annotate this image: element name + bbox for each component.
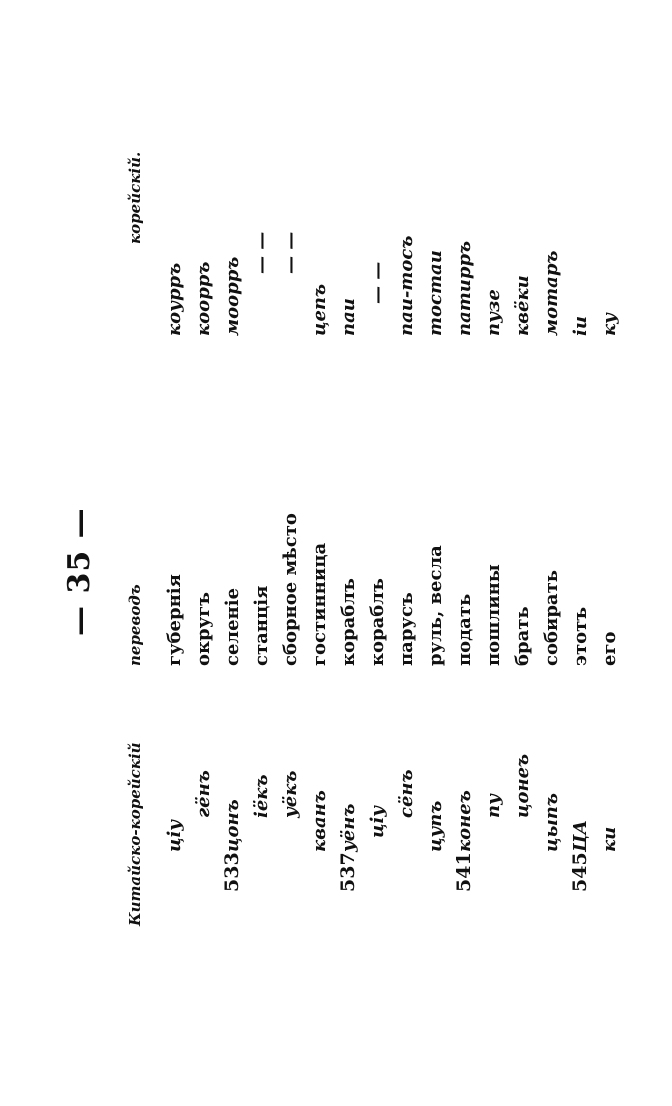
korean-word: коурръ <box>164 262 185 336</box>
table-row <box>160 0 189 1106</box>
translation-word: губернія <box>164 574 185 666</box>
chinese-korean-word: гёнъ <box>193 770 214 818</box>
chinese-korean-word: пу <box>483 794 504 818</box>
chinese-korean-word: цонъ <box>222 799 243 852</box>
chinese-korean-word: цонеъ <box>512 753 533 818</box>
korean-word: патирръ <box>454 240 475 336</box>
translation-word: гостинница <box>309 542 330 666</box>
korean-word: ку <box>599 313 620 336</box>
translation-word: пошлины <box>483 564 504 666</box>
translation-word: селеніе <box>222 587 243 666</box>
korean-word: моорръ <box>222 256 243 336</box>
entry-number: 533 <box>221 852 243 892</box>
table-row <box>450 0 479 1106</box>
translation-word: станція <box>251 585 272 666</box>
chinese-korean-word: сёнъ <box>396 769 417 818</box>
korean-word: — — <box>280 231 301 274</box>
korean-word: — — <box>367 261 388 304</box>
entry-number: 537 <box>337 852 359 892</box>
korean-word: коорръ <box>193 261 214 336</box>
translation-word: руль, весла <box>425 545 446 666</box>
korean-word: паи-тосъ <box>396 235 417 336</box>
table-row <box>537 0 566 1106</box>
translation-word: округъ <box>193 592 214 666</box>
translation-word: брать <box>512 606 533 666</box>
table-row <box>566 0 595 1106</box>
table-row <box>392 0 421 1106</box>
table-row <box>334 0 363 1106</box>
korean-word: — — <box>251 231 272 274</box>
translation-word: кораблъ <box>367 578 388 666</box>
translation-word: его <box>599 631 620 666</box>
translation-word: сборное мѣсто <box>280 513 301 666</box>
entry-number: 541 <box>453 852 475 892</box>
table-row <box>218 0 247 1106</box>
chinese-korean-word: іёкъ <box>251 774 272 818</box>
chinese-korean-word: ки <box>599 826 620 852</box>
translation-word: парусъ <box>396 592 417 666</box>
table-row <box>595 0 624 1106</box>
korean-word: квёки <box>512 275 533 336</box>
header-translation: переводъ <box>126 584 144 666</box>
korean-word: цепъ <box>309 283 330 336</box>
korean-word: мотаръ <box>541 250 562 336</box>
korean-word: пузе <box>483 289 504 336</box>
table-row <box>363 0 392 1106</box>
chinese-korean-word: уёкъ <box>280 770 301 818</box>
page-number: — 35 — <box>62 507 97 636</box>
chinese-korean-word: ЦА <box>570 819 591 852</box>
translation-word: кораблъ <box>338 578 359 666</box>
korean-word: тостаи <box>425 250 446 336</box>
chinese-korean-word: кванъ <box>309 790 330 852</box>
table-row <box>479 0 508 1106</box>
chinese-korean-word: конеъ <box>454 790 475 852</box>
chinese-korean-word: цiу <box>164 819 185 852</box>
chinese-korean-word: цiу <box>367 805 388 838</box>
entry-number: 545 <box>569 852 591 892</box>
table-row <box>276 0 305 1106</box>
table-row <box>247 0 276 1106</box>
table-row <box>305 0 334 1106</box>
table-row <box>508 0 537 1106</box>
translation-word: этотъ <box>570 606 591 666</box>
korean-word: паи <box>338 298 359 336</box>
header-korean: корейскій. <box>126 151 144 244</box>
translation-word: подать <box>454 593 475 666</box>
header-chinese-korean: Китайско-корейскій <box>126 742 144 926</box>
chinese-korean-word: уёнъ <box>338 803 359 852</box>
table-row <box>421 0 450 1106</box>
table-row <box>189 0 218 1106</box>
chinese-korean-word: цупъ <box>425 800 446 852</box>
chinese-korean-word: цыпъ <box>541 793 562 852</box>
korean-word: іи <box>570 316 591 336</box>
translation-word: собирать <box>541 570 562 666</box>
